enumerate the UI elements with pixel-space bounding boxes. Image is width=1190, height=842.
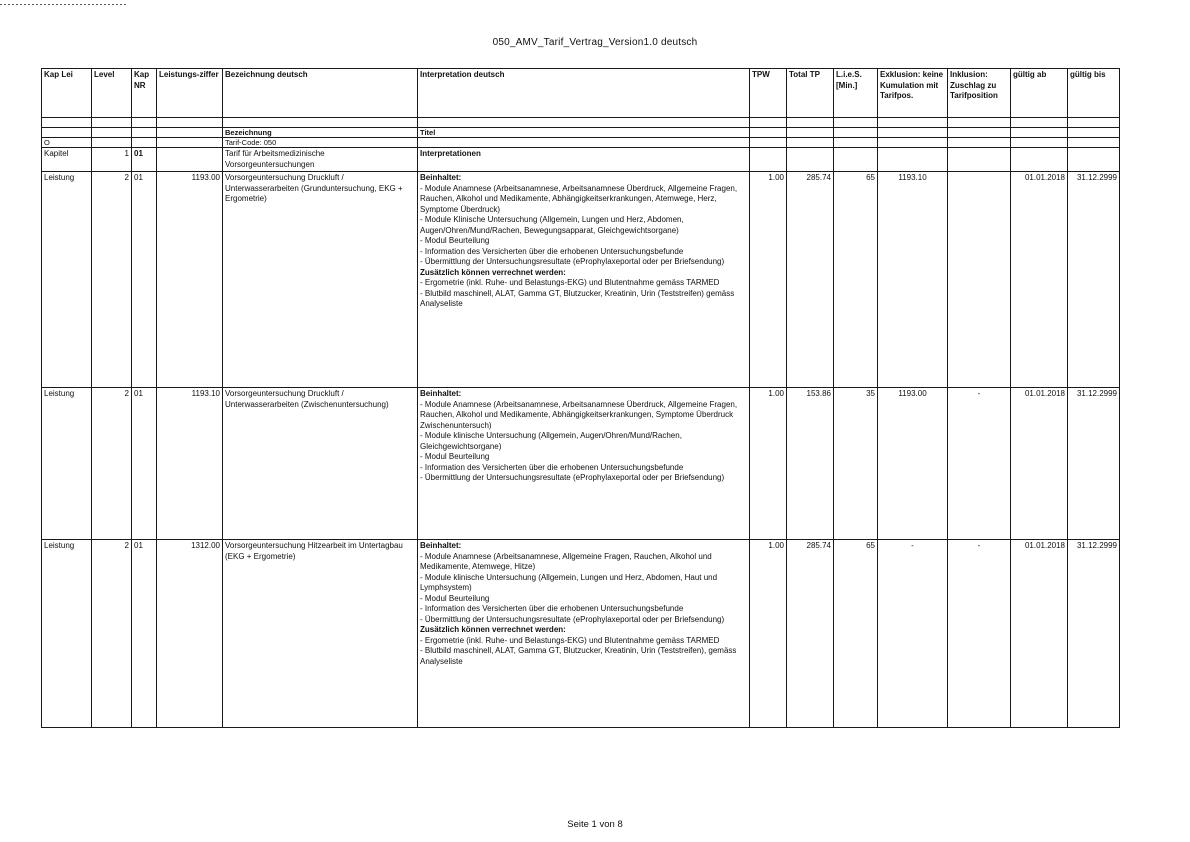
interpretation-line: - Module klinische Untersuchung (Allgemein, Augen/Ohren/Mund/Rachen, Gleichgewichtsorgane) [420, 431, 682, 451]
meta-row-bezeichnung [42, 128, 1120, 138]
col-header-total-tp: Total TP [787, 69, 834, 118]
row-level: 2 [92, 540, 132, 728]
chapter-bezeichnung: Tarif für Arbeitsmedizinische Vorsorgeuntersuchungen [223, 148, 418, 172]
interpretation-line: Zusätzlich können verrechnet werden: [420, 267, 566, 277]
tariff-table [41, 68, 1120, 728]
interpretation-line: - Ergometrie (inkl. Ruhe- und Belastungs-EKG) und Blutentnahme gemäss TARMED [420, 635, 720, 645]
col-header-kap-lei: Kap Lei [42, 69, 92, 118]
table-row [42, 540, 1120, 728]
col-header-bezeichnung: Bezeichnung deutsch [223, 69, 418, 118]
chapter-row [42, 148, 1120, 172]
row-bezeichnung: Vorsorgeuntersuchung Hitzearbeit im Untertagbau (EKG + Ergometrie) [223, 540, 418, 728]
chapter-interpretation: Interpretationen [418, 148, 750, 172]
row-tpw: 1.00 [750, 388, 787, 540]
interpretation-line: - Ergometrie (inkl. Ruhe- und Belastungs-EKG) und Blutentnahme gemäss TARMED [420, 278, 720, 287]
interpretation-line: - Übermittlung der Untersuchungsresultate (eProphylaxeportal oder per Briefsendung) [420, 257, 725, 266]
row-total-tp: 285.74 [787, 540, 834, 728]
row-ziffer: 1193.00 [157, 172, 223, 388]
row-exklusion: 1193.00 [878, 388, 948, 540]
interpretation-line: - Information des Versicherten über die erhobenen Untersuchungsbefunde [420, 246, 684, 256]
table-row [42, 172, 1120, 388]
row-lies: 65 [834, 172, 878, 388]
header-row [42, 69, 1120, 118]
row-inklusion [948, 172, 1011, 388]
row-tpw: 1.00 [750, 172, 787, 388]
row-gueltig-ab: 01.01.2018 [1011, 172, 1068, 388]
row-gueltig-bis: 31.12.2999 [1068, 540, 1120, 728]
row-ziffer: 1312.00 [157, 540, 223, 728]
row-exklusion: 1193.10 [878, 172, 948, 388]
chapter-level: 1 [92, 148, 132, 172]
row-type: Leistung [42, 388, 92, 540]
table-row [42, 388, 1120, 540]
row-bezeichnung: Vorsorgeuntersuchung Druckluft / Unterwasserarbeiten (Zwischenuntersuchung) [223, 388, 418, 540]
col-header-interpretation: Interpretation deutsch [418, 69, 750, 118]
meta-bezeichnung-label: Bezeichnung [223, 128, 418, 138]
document-title: 050_AMV_Tarif_Vertrag_Version1.0 deutsch [492, 37, 698, 48]
row-tpw: 1.00 [750, 540, 787, 728]
interpretation-line: - Information des Versicherten über die erhobenen Untersuchungsbefunde [420, 604, 684, 613]
chapter-type: Kapitel [42, 148, 92, 172]
col-header-gueltig-bis: gültig bis [1068, 69, 1120, 118]
row-gueltig-bis: 31.12.2999 [1068, 388, 1120, 540]
interpretation-line: - Module Anamnese (Arbeitsanamnese, Allgemeine Fragen, Rauchen, Alkohol und Medikamente, Atemwege, Hitze) [420, 551, 712, 571]
interpretation-line: - Modul Beurteilung [420, 236, 490, 245]
interpretation-line: Beinhaltet: [420, 173, 462, 182]
row-interpretation [418, 388, 750, 540]
col-header-level: Level [92, 69, 132, 118]
col-header-exklusion: Exklusion: keine Kumulation mit Tarifpos. [878, 69, 948, 118]
row-type: Leistung [42, 540, 92, 728]
interpretation-line: - Modul Beurteilung [420, 452, 490, 461]
row-level: 2 [92, 172, 132, 388]
row-total-tp: 153.86 [787, 388, 834, 540]
col-header-lies: L.i.e.S. [Min.] [834, 69, 878, 118]
scan-mark [0, 4, 126, 5]
interpretation-line: - Blutbild maschinell, ALAT, Gamma GT, Blutzucker, Kreatinin, Urin (Teststreifen) gemäss Analyseliste [420, 288, 735, 308]
row-lies: 65 [834, 540, 878, 728]
row-total-tp: 285.74 [787, 172, 834, 388]
meta-tarif-code: Tarif-Code: 050 [223, 138, 418, 148]
row-ziffer: 1193.10 [157, 388, 223, 540]
meta-titel-label: Titel [418, 128, 750, 138]
col-header-leistungsziffer: Leistungs-ziffer [157, 69, 223, 118]
row-bezeichnung: Vorsorgeuntersuchung Druckluft / Unterwasserarbeiten (Grunduntersuchung, EKG + Ergometrie) [223, 172, 418, 388]
row-type: Leistung [42, 172, 92, 388]
interpretation-line: - Modul Beurteilung [420, 593, 490, 603]
interpretation-line: Beinhaltet: [420, 389, 462, 398]
interpretation-line: - Blutbild maschinell, ALAT, Gamma GT, Blutzucker, Kreatinin, Urin (Teststreifen), gemäss Analyseliste [420, 646, 737, 666]
row-lies: 35 [834, 388, 878, 540]
interpretation-line: - Übermittlung der Untersuchungsresultate (eProphylaxeportal oder per Briefsendung) [420, 473, 725, 482]
col-header-kap-nr: Kap NR [132, 69, 157, 118]
row-inklusion: - [948, 388, 1011, 540]
col-header-inklusion: Inklusion: Zuschlag zu Tarifposition [948, 69, 1011, 118]
row-interpretation [418, 172, 750, 388]
interpretation-line: - Information des Versicherten über die erhobenen Untersuchungsbefunde [420, 462, 684, 472]
row-gueltig-bis: 31.12.2999 [1068, 172, 1120, 388]
row-inklusion: - [948, 540, 1011, 728]
row-level: 2 [92, 388, 132, 540]
row-interpretation [418, 540, 750, 728]
interpretation-line: - Module Anamnese (Arbeitsanamnese, Arbeitsanamnese Überdruck, Allgemeine Fragen, Rauchen, Alkohol und Medikamente, Abhängigkeitserkrankungen, Atemwege, Herz, Symptome Überdruck) [420, 183, 738, 214]
interpretation-line: - Übermittlung der Untersuchungsresultate (eProphylaxeportal oder per Briefsendung) [420, 614, 725, 624]
row-kap-nr: 01 [132, 172, 157, 388]
interpretation-line: - Module Anamnese (Arbeitsanamnese, Arbeitsanamnese Überdruck, Allgemeine Fragen, Rauchen, Alkohol und Medikamente, Abhängigkeitserkrankungen, Symptome Überdruck Zwischenuntersuch) [420, 399, 738, 430]
interpretation-line: Zusätzlich können verrechnet werden: [420, 625, 566, 634]
chapter-kap-nr: 01 [132, 148, 157, 172]
col-header-gueltig-ab: gültig ab [1011, 69, 1068, 118]
col-header-tpw: TPW [750, 69, 787, 118]
meta-o-cell: O [42, 138, 92, 148]
meta-row-tarif-code [42, 138, 1120, 148]
row-kap-nr: 01 [132, 388, 157, 540]
row-gueltig-ab: 01.01.2018 [1011, 540, 1068, 728]
interpretation-line: - Module klinische Untersuchung (Allgemein, Lungen und Herz, Abdomen, Haut und Lymphsystem) [420, 572, 718, 592]
row-gueltig-ab: 01.01.2018 [1011, 388, 1068, 540]
row-kap-nr: 01 [132, 540, 157, 728]
interpretation-line: Beinhaltet: [420, 541, 462, 550]
spacer-row [42, 118, 1120, 128]
row-exklusion: - [878, 540, 948, 728]
interpretation-line: - Module Klinische Untersuchung (Allgemein, Lungen und Herz, Abdomen, Augen/Ohren/Mund/Rachen, Bewegungsapparat, Gleichgewichtsorgane) [420, 215, 684, 235]
page-footer: Seite 1 von 8 [567, 819, 623, 830]
